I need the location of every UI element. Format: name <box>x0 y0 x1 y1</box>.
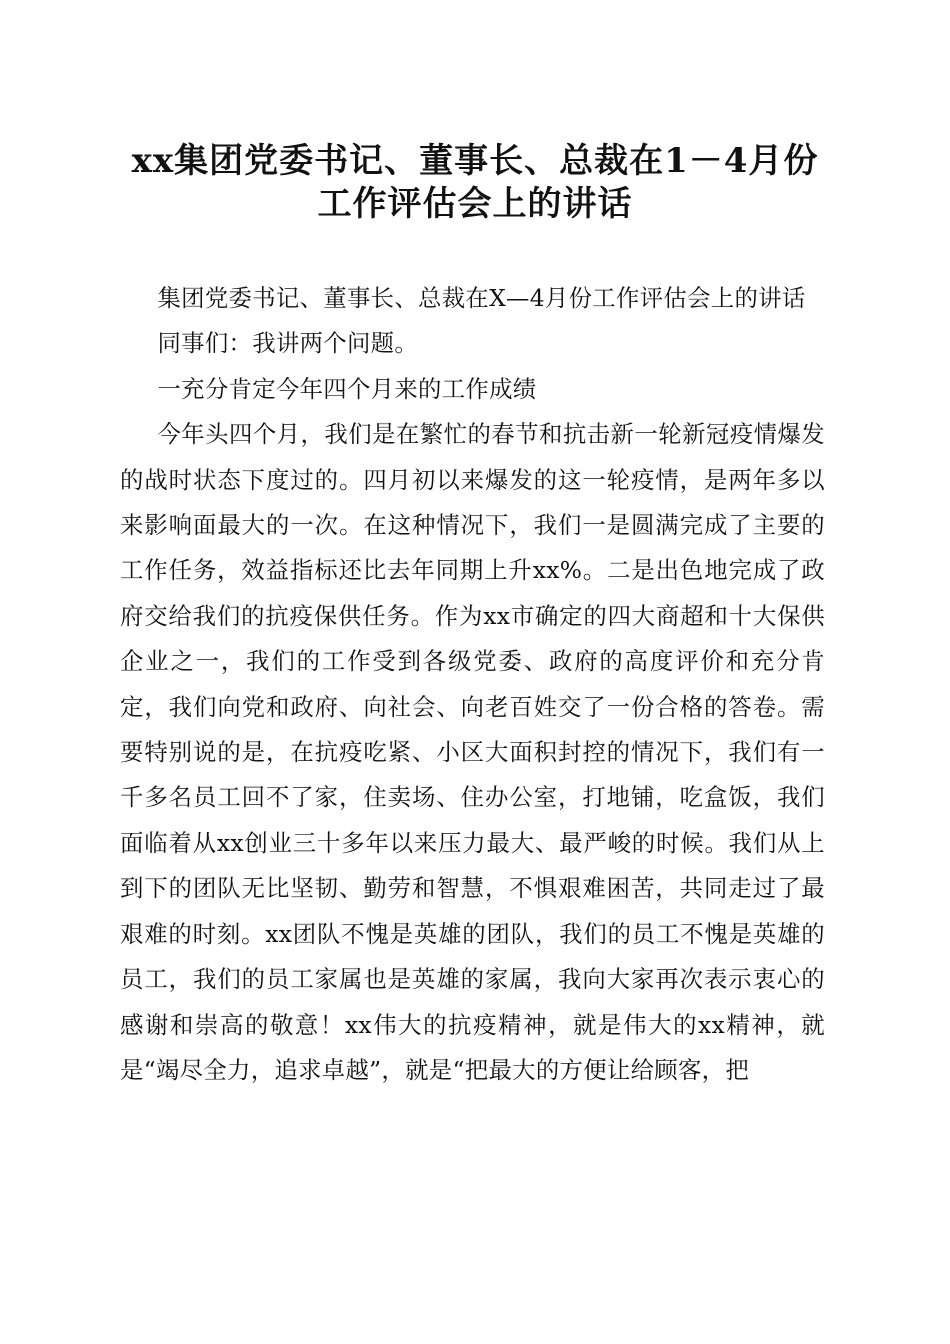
paragraph-greeting: 同事们：我讲两个问题。 <box>157 329 419 358</box>
paragraph-main-text: 今年头四个月，我们是在繁忙的春节和抗击新一轮新冠疫情爆发的战时状态下度过的。四月初以来爆发的这一轮疫情，是两年多以来影响面最大的一次。在这种情况下，我们一是圆满完成了主要的工作任务，效益指标还比去年同期上升xx%。二是出色地完成了政府交给我们的抗疫保供任务。作为xx市确定的四大商超和十大保供企业之一，我们的工作受到各级党委、政府的高度评价和充分肯定，我们向党和政府、向社会、向老百姓交了一份合格的答卷。需要特别说的是，在抗疫吃紧、小区大面积封控的情况下，我们有一千多名员工回不了家，住卖场、住办公室，打地铺，吃盒饭，我们面临着从xx创业三十多年以来压力最大、最严峻的时候。我们从上到下的团队无比坚韧、勤劳和智慧，不惧艰难困苦，共同走过了最艰难的时刻。xx团队不愧是英雄的团队，我们的员工不愧是英雄的员工，我们的员工家属也是英雄的家属，我向大家再次表示衷心的感谢和崇高的敬意！xx伟大的抗疫精神，就是伟大的xx精神，就是“竭尽全力，追求卓越”，就是“把最大的方便让给顾客，把 <box>120 420 825 1084</box>
paragraph-section-heading: 一充分肯定今年四个月来的工作成绩 <box>157 374 537 403</box>
title-line-1: xx集团党委书记、董事长、总裁在1－4月份 <box>131 141 819 181</box>
paragraph-subtitle: 集团党委书记、董事长、总裁在X—4月份工作评估会上的讲话 <box>157 284 806 312</box>
title-line-2: 工作评估会上的讲话 <box>317 184 633 224</box>
document-title <box>0 140 950 226</box>
document-body <box>120 276 825 1093</box>
